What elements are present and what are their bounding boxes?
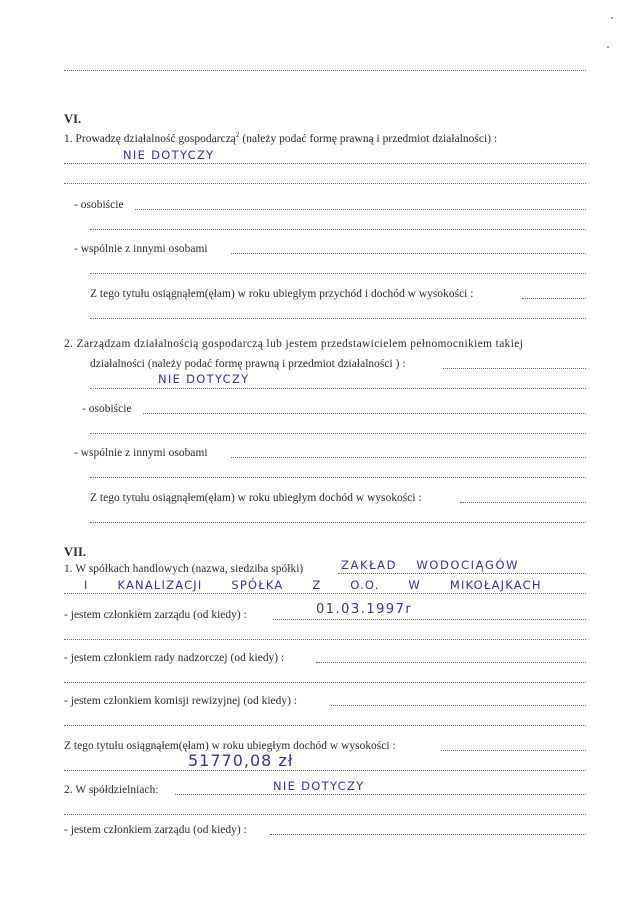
answer-line-vii-1b — [64, 593, 586, 594]
label-osobiscie: - osobiście — [82, 403, 132, 415]
question-vi-1: 1. Prowadzę działalność gospodarczą$^2$ (należy podać formę prawną i przedmiot działalności) : — [64, 131, 498, 145]
handwritten-answer-vii-2: NIE DOTYCZY — [273, 779, 365, 793]
section-heading-vi: VI. — [64, 112, 82, 126]
handwritten-answer-vi-1: NIE DOTYCZY — [123, 148, 215, 162]
blank-line — [64, 70, 586, 71]
label-rada-nadzorcza: - jestem członkiem rady nadzorczej (od kiedy) : — [64, 652, 285, 664]
answer-line-vii-1a — [338, 573, 586, 574]
label-income-vii-1: Z tego tytułu osiągnąłem(ęłam) w roku ubiegłym dochód w wysokości : — [64, 740, 396, 752]
handwritten-income: 51770,08 zł — [188, 751, 294, 770]
blank-line — [90, 433, 586, 434]
blank-line — [316, 662, 586, 663]
label-zarzad: - jestem członkiem zarządu (od kiedy) : — [64, 609, 247, 621]
answer-line-vi-2 — [90, 388, 586, 389]
answer-line-vi-1 — [64, 163, 586, 164]
answer-line-zarzad — [273, 619, 586, 620]
blank-line — [460, 502, 586, 503]
answer-line-vii-2 — [175, 794, 586, 795]
blank-line — [522, 298, 586, 299]
label-zarzad-spoldzielnia: - jestem członkiem zarządu (od kiedy) : — [64, 824, 247, 836]
label-komisja-rewizyjna: - jestem członkiem komisji rewizyjnej (od kiedy) : — [64, 695, 298, 707]
blank-line — [231, 253, 586, 254]
label-income-vi-2: Z tego tytułu osiągnąłem(ęłam) w roku ubiegłym dochód w wysokości : — [90, 492, 422, 504]
blank-line — [143, 413, 586, 414]
blank-line — [90, 318, 586, 319]
label-wspolnie: - wspólnie z innymi osobami — [74, 243, 208, 255]
question-vii-2: 2. W spółdzielniach: — [64, 784, 159, 796]
question-vii-1: 1. W spółkach handlowych (nazwa, siedziba spółki) — [64, 563, 304, 575]
label-wspolnie: - wspólnie z innymi osobami — [74, 447, 208, 459]
handwritten-zarzad-date: 01.03.1997r — [316, 602, 413, 617]
blank-line — [90, 229, 586, 230]
handwritten-answer-vi-2: NIE DOTYCZY — [158, 372, 250, 386]
blank-line — [90, 273, 586, 274]
label-osobiscie: - osobiście — [74, 199, 124, 211]
scan-speck — [607, 46, 609, 48]
blank-line — [231, 457, 586, 458]
blank-line — [64, 814, 586, 815]
answer-line-income — [64, 770, 586, 771]
blank-line — [64, 682, 586, 683]
blank-line — [270, 834, 586, 835]
blank-line — [331, 705, 586, 706]
blank-line — [64, 639, 586, 640]
scan-speck — [611, 17, 613, 19]
handwritten-company-line2: I KANALIZACJI SPÓŁKA Z O.O. W MIKOŁAJKACH — [84, 578, 542, 592]
question-vi-2-line1: 2. Zarządzam działalnością gospodarczą lub jestem przedstawicielem pełnomocnikiem takiej — [64, 338, 524, 350]
label-income-vi-1: Z tego tytułu osiągnąłem(ęłam) w roku ubiegłym przychód i dochód w wysokości : — [90, 288, 474, 300]
footnote-ref: 2 — [235, 131, 240, 139]
blank-line — [90, 477, 586, 478]
blank-line — [135, 209, 586, 210]
question-vi-2-line2: działalności (należy podać formę prawną i przedmiot działalności ) : — [90, 358, 406, 370]
blank-line — [443, 368, 586, 369]
blank-line — [90, 522, 586, 523]
blank-line — [64, 183, 586, 184]
blank-line — [64, 725, 586, 726]
handwritten-company-line1: ZAKŁAD WODOCIĄGÓW — [341, 558, 520, 572]
section-heading-vii: VII. — [64, 545, 87, 559]
blank-line — [441, 750, 586, 751]
